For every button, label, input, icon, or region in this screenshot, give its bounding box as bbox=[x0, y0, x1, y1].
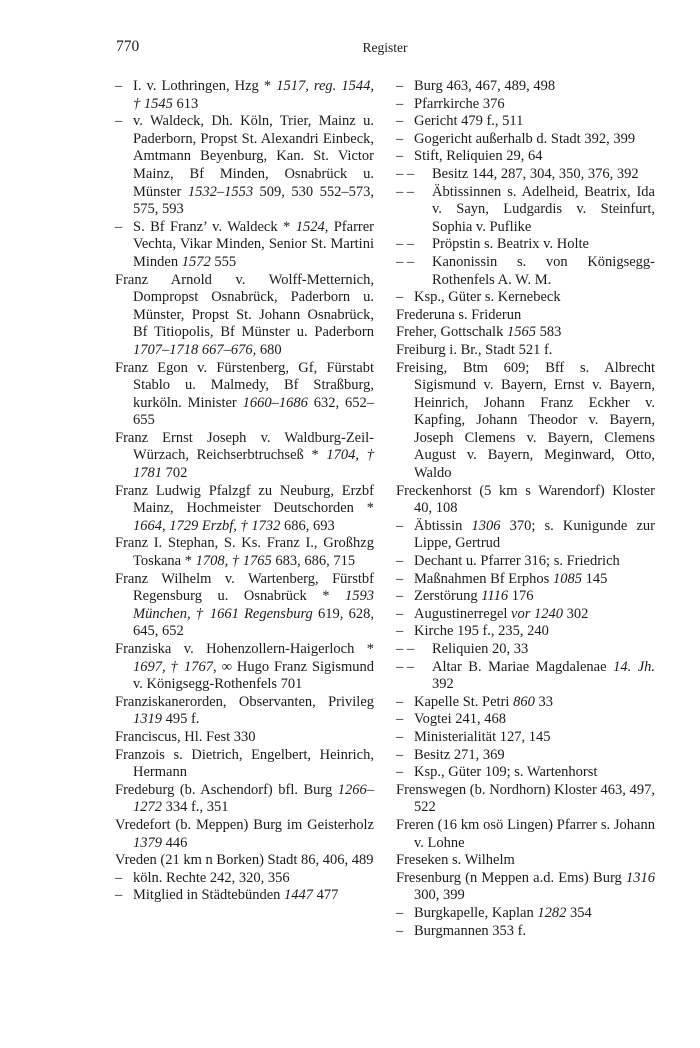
entry-text: Maßnahmen Bf Erphos 1085 145 bbox=[414, 570, 608, 587]
entry-text: Gericht 479 f., 511 bbox=[414, 113, 524, 130]
entry-dash: – bbox=[115, 78, 123, 94]
entry-text: Fredeburg (b. Aschendorf) bfl. Burg 1266–1272 334 f., 351 bbox=[115, 781, 374, 816]
entry-dash: – bbox=[396, 553, 404, 570]
index-entry bbox=[396, 852, 655, 870]
entry-dash: – bbox=[115, 218, 123, 235]
index-entry bbox=[115, 272, 374, 360]
entry-text: Kanonissin s. von Königsegg-Rothenfels A. W. M. bbox=[432, 253, 655, 288]
entry-text: Franziskanerorden, Observanten, Privileg 1319 495 f. bbox=[115, 693, 374, 728]
entry-text: Altar B. Mariae Magdalenae 14. Jh. 392 bbox=[432, 658, 656, 693]
entry-text: Franz Ludwig Pfalzgf zu Neuburg, Erzbf Mainz, Hochmeister Deutschorden * 1664, 1729 Erzbf, † 1732 686, 693 bbox=[115, 482, 374, 534]
entry-dash: – – bbox=[396, 183, 415, 200]
entry-text: Freckenhorst (5 km s Warendorf) Kloster 40, 108 bbox=[396, 482, 655, 517]
index-entry bbox=[396, 870, 655, 905]
entry-text: Pröpstin s. Beatrix v. Holte bbox=[432, 236, 589, 253]
entry-dash: – bbox=[396, 693, 404, 710]
entry-text: Franz Ernst Joseph v. Waldburg-Zeil-Würzach, Reichserbtruchseß * 1704, † 1781 702 bbox=[115, 429, 374, 482]
entry-text: Zerstörung 1116 176 bbox=[414, 588, 534, 605]
index-subentry bbox=[396, 571, 655, 589]
entry-text: Gogericht außerhalb d. Stadt 392, 399 bbox=[414, 130, 636, 147]
entry-text: Äbtissinnen s. Adelheid, Beatrix, Ida v. Sayn, Ludgardis v. Steinfurt, Sophia v. Puflike bbox=[432, 183, 655, 235]
running-head: Register bbox=[362, 40, 408, 55]
index-entry bbox=[396, 342, 655, 360]
index-entry bbox=[115, 694, 374, 729]
index-entry bbox=[396, 817, 655, 852]
index-entry bbox=[115, 641, 374, 694]
index-subentry bbox=[115, 219, 374, 272]
index-entry bbox=[396, 307, 655, 325]
index-entry bbox=[115, 571, 374, 641]
entry-text: Vreden (21 km n Borken) Stadt 86, 406, 489 bbox=[115, 852, 374, 869]
index-subentry bbox=[396, 729, 655, 747]
entry-text: Franzois s. Dietrich, Engelbert, Heinrich, Hermann bbox=[115, 746, 374, 781]
entry-dash: – bbox=[396, 130, 404, 147]
entry-text: Freising, Btm 609; Bff s. Albrecht Sigismund v. Bayern, Ernst v. Bayern, Heinrich, Johann Franz Eckher v. Kapfing, Johann Theodor v. Bayern, Joseph Clemens v. Bayern, Clemens August v. Bayern, Meginward, Otto, Waldo bbox=[396, 359, 655, 482]
entry-dash: – bbox=[396, 588, 404, 605]
entry-text: Dechant u. Pfarrer 316; s. Friedrich bbox=[414, 553, 620, 570]
index-subentry bbox=[115, 870, 374, 888]
index-subentry bbox=[396, 606, 655, 624]
entry-text: Burg 463, 467, 489, 498 bbox=[414, 78, 556, 94]
entry-dash: – bbox=[115, 869, 123, 886]
entry-text: Franz Arnold v. Wolff-Metternich, Dompropst Osnabrück, Paderborn u. Münster, Propst St. Johann Osnabrück, Bf Titiopolis, Bf Münster u. Paderborn 1707–1718 667–676, 680 bbox=[115, 271, 374, 358]
index-entry bbox=[115, 483, 374, 536]
entry-text: Vogtei 241, 468 bbox=[414, 711, 506, 728]
entry-dash: – bbox=[396, 711, 404, 728]
index-entry bbox=[115, 747, 374, 782]
index-subentry bbox=[396, 905, 655, 923]
index-subentry bbox=[396, 113, 655, 131]
index-subentry bbox=[115, 78, 374, 113]
entry-dash: – bbox=[115, 113, 123, 130]
entry-dash: – bbox=[396, 922, 404, 939]
entry-dash: – bbox=[396, 113, 404, 130]
entry-dash: – bbox=[396, 78, 404, 94]
index-subentry bbox=[396, 131, 655, 149]
index-subentry bbox=[396, 184, 655, 237]
index-entry bbox=[396, 782, 655, 817]
entry-text: Freiburg i. Br., Stadt 521 f. bbox=[396, 341, 553, 358]
entry-text: Freren (16 km osö Lingen) Pfarrer s. Johann v. Lohne bbox=[396, 816, 655, 851]
entry-text: Reliquien 20, 33 bbox=[432, 641, 529, 657]
entry-dash: – bbox=[396, 605, 404, 622]
entry-dash: – bbox=[396, 95, 404, 112]
index-entry bbox=[115, 729, 374, 747]
entry-dash: – bbox=[115, 887, 123, 904]
entry-dash: – bbox=[396, 728, 404, 745]
entry-dash: – – bbox=[396, 253, 415, 270]
index-subentry bbox=[396, 659, 655, 694]
entry-text: Besitz 144, 287, 304, 350, 376, 392 bbox=[432, 165, 639, 182]
index-subentry bbox=[396, 641, 655, 659]
entry-text: Augustinerregel vor 1240 302 bbox=[414, 605, 589, 622]
entry-text: Ksp., Güter s. Kernebeck bbox=[414, 289, 561, 306]
index-column-left bbox=[115, 78, 374, 905]
index-entry bbox=[396, 324, 655, 342]
entry-text: Franz Wilhelm v. Wartenberg, Fürstbf Regensburg u. Osnabrück * 1593 München, † 1661 Regensburg 619, 628, 645, 652 bbox=[115, 570, 374, 640]
index-subentry bbox=[396, 236, 655, 254]
entry-text: Franziska v. Hohenzollern-Haigerloch * 1697, † 1767, ∞ Hugo Franz Sigismund v. Königsegg-Rothenfels 701 bbox=[115, 641, 375, 693]
index-subentry bbox=[115, 887, 374, 905]
index-subentry bbox=[396, 923, 655, 941]
index-subentry bbox=[396, 148, 655, 166]
entry-dash: – – bbox=[396, 165, 415, 182]
entry-text: Burgkapelle, Kaplan 1282 354 bbox=[414, 904, 592, 921]
entry-text: Ksp., Güter 109; s. Wartenhorst bbox=[414, 764, 598, 781]
entry-text: Besitz 271, 369 bbox=[414, 746, 505, 763]
entry-text: Frenswegen (b. Nordhorn) Kloster 463, 497, 522 bbox=[396, 781, 655, 816]
index-entry bbox=[115, 430, 374, 483]
entry-text: Franciscus, Hl. Fest 330 bbox=[115, 728, 256, 745]
index-subentry bbox=[396, 764, 655, 782]
entry-text: Kapelle St. Petri 860 33 bbox=[414, 693, 553, 710]
entry-dash: – – bbox=[396, 658, 415, 675]
index-subentry bbox=[396, 289, 655, 307]
index-subentry bbox=[396, 166, 655, 184]
index-entry bbox=[115, 360, 374, 430]
index-subentry bbox=[396, 747, 655, 765]
index-entry bbox=[396, 483, 655, 518]
entry-text: Fresenburg (n Meppen a.d. Ems) Burg 1316 300, 399 bbox=[396, 869, 655, 904]
entry-dash: – bbox=[396, 904, 404, 921]
entry-text: Mitglied in Städtebünden 1447 477 bbox=[133, 887, 339, 904]
index-column-right bbox=[396, 78, 655, 940]
entry-text: Ministerialität 127, 145 bbox=[414, 728, 551, 745]
entry-text: Äbtissin 1306 370; s. Kunigunde zur Lippe, Gertrud bbox=[414, 517, 656, 552]
entry-text: Franz Egon v. Fürstenberg, Gf, Fürstabt Stablo u. Malmedy, Bf Straßburg, kurköln. Minister 1660–1686 632, 652–655 bbox=[115, 359, 374, 429]
entry-text: Burgmannen 353 f. bbox=[414, 922, 527, 939]
entry-dash: – bbox=[396, 746, 404, 763]
index-entry bbox=[115, 852, 374, 870]
entry-text: Frederuna s. Friderun bbox=[396, 306, 522, 323]
index-subentry bbox=[396, 254, 655, 289]
entry-text: Pfarrkirche 376 bbox=[414, 95, 505, 112]
index-entry bbox=[396, 360, 655, 483]
index-subentry bbox=[115, 113, 374, 219]
index-subentry bbox=[396, 711, 655, 729]
entry-text: Franz I. Stephan, S. Ks. Franz I., Großhzg Toskana * 1708, † 1765 683, 686, 715 bbox=[115, 535, 374, 570]
index-subentry bbox=[396, 623, 655, 641]
index-subentry bbox=[396, 694, 655, 712]
index-entry bbox=[115, 817, 374, 852]
entry-text: S. Bf Franz’ v. Waldeck * 1524, Pfarrer Vechta, Vikar Minden, Senior St. Martini Minden 1572 555 bbox=[133, 218, 374, 270]
entry-text: Freseken s. Wilhelm bbox=[396, 852, 515, 869]
entry-dash: – bbox=[396, 570, 404, 587]
index-subentry bbox=[396, 96, 655, 114]
entry-text: Vredefort (b. Meppen) Burg im Geisterholz 1379 446 bbox=[115, 816, 374, 851]
entry-text: I. v. Lothringen, Hzg * 1517, reg. 1544, † 1545 613 bbox=[133, 78, 374, 112]
entry-dash: – – bbox=[396, 236, 415, 253]
entry-dash: – bbox=[396, 148, 404, 165]
index-entry bbox=[115, 782, 374, 817]
entry-dash: – bbox=[396, 764, 404, 781]
index-entry bbox=[115, 535, 374, 570]
entry-text: Freher, Gottschalk 1565 583 bbox=[396, 324, 562, 341]
page-number: 770 bbox=[116, 38, 140, 55]
entry-text: köln. Rechte 242, 320, 356 bbox=[133, 869, 290, 886]
entry-dash: – bbox=[396, 289, 404, 306]
entry-dash: – bbox=[396, 623, 404, 640]
index-subentry bbox=[396, 588, 655, 606]
entry-text: v. Waldeck, Dh. Köln, Trier, Mainz u. Paderborn, Propst St. Alexandri Einbeck, Amtmann Beyenburg, Kan. St. Victor Mainz, Bf Minden, Osnabrück u. Münster 1532–1553 509, 530 552–573, 575, 593 bbox=[133, 113, 374, 218]
entry-dash: – bbox=[396, 517, 404, 534]
entry-dash: – – bbox=[396, 641, 415, 657]
index-subentry bbox=[396, 518, 655, 553]
entry-text: Kirche 195 f., 235, 240 bbox=[414, 623, 549, 640]
index-subentry bbox=[396, 553, 655, 571]
index-subentry bbox=[396, 78, 655, 96]
entry-text: Stift, Reliquien 29, 64 bbox=[414, 148, 543, 165]
